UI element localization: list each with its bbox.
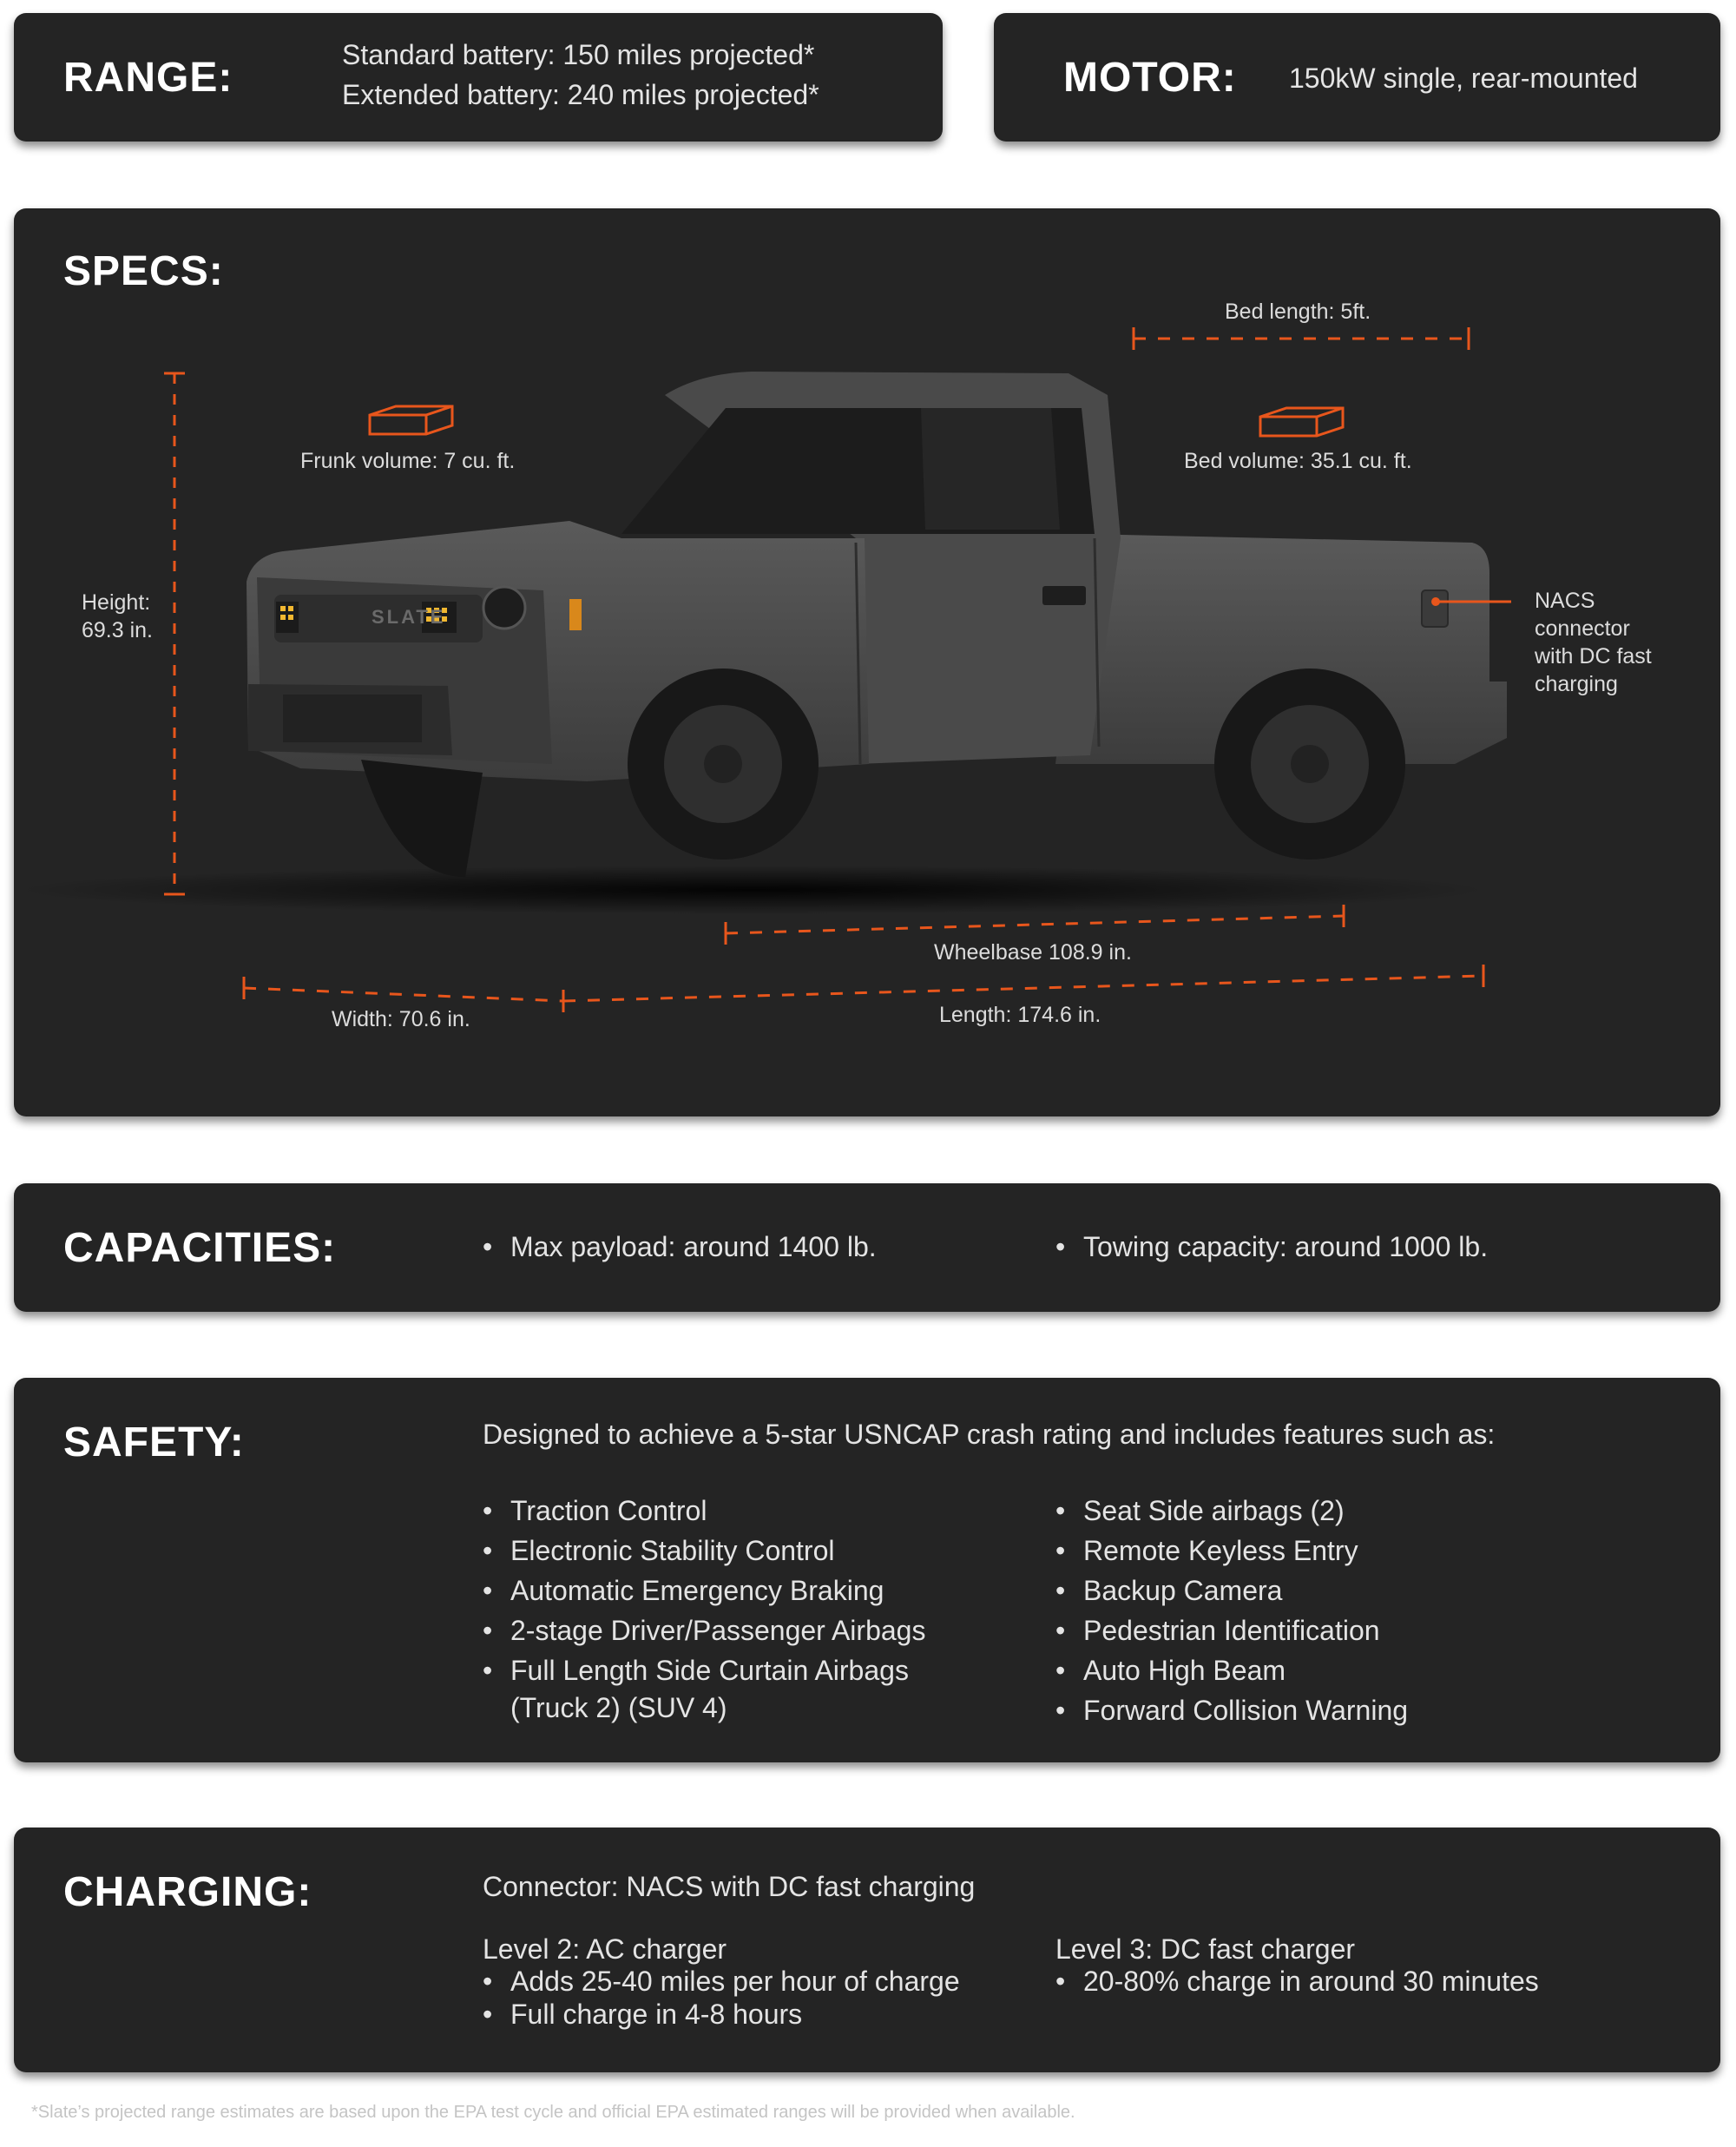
charging-level3-item: • 20-80% charge in around 30 minutes <box>1055 1965 1539 1998</box>
capacities-list-left <box>483 1227 877 1267</box>
capacity-payload: • Max payload: around 1400 lb. <box>483 1227 877 1267</box>
safety-item: • Forward Collision Warning <box>1055 1690 1408 1730</box>
charging-level3-list <box>1055 1965 1539 1998</box>
rear-wheel <box>1214 668 1405 859</box>
charging-level2-list <box>483 1965 960 2031</box>
charging-level2-item: • Adds 25-40 miles per hour of charge <box>483 1965 960 1998</box>
safety-item: • Remote Keyless Entry <box>1055 1531 1408 1571</box>
safety-list-right <box>1055 1491 1408 1730</box>
truck-diagram <box>14 208 1720 1116</box>
charging-connector: Connector: NACS with DC fast charging <box>483 1871 976 1902</box>
motor-card <box>994 13 1720 142</box>
safety-item: • 2-stage Driver/Passenger Airbags <box>483 1610 925 1650</box>
specs-heading: SPECS: <box>63 248 224 294</box>
charging-level2-item: • Full charge in 4-8 hours <box>483 1998 960 2031</box>
bed-volume-label: Bed volume: 35.1 cu. ft. <box>1184 449 1412 473</box>
frunk-volume-icon <box>370 406 452 434</box>
wheelbase-label: Wheelbase 108.9 in. <box>934 940 1132 965</box>
truck-image <box>247 372 1507 877</box>
capacities-list-right <box>1055 1227 1488 1267</box>
capacity-towing: • Towing capacity: around 1000 lb. <box>1055 1227 1488 1267</box>
range-heading: RANGE: <box>63 55 233 101</box>
ground-shadow <box>14 866 1489 914</box>
safety-item: • Seat Side airbags (2) <box>1055 1491 1408 1531</box>
capacities-heading: CAPACITIES: <box>63 1225 337 1271</box>
charging-level3-title: Level 3: DC fast charger <box>1055 1933 1356 1965</box>
safety-item: • Full Length Side Curtain Airbags <box>483 1650 925 1690</box>
nacs-line-3: with DC fast <box>1535 644 1652 668</box>
safety-card <box>14 1378 1720 1762</box>
nacs-line-2: connector <box>1535 616 1630 641</box>
truck-badge: SLATE <box>372 606 446 628</box>
safety-item: • Traction Control <box>483 1491 925 1531</box>
safety-item: • Auto High Beam <box>1055 1650 1408 1690</box>
height-label: Height: <box>82 590 151 615</box>
footnote: *Slate’s projected range estimates are based upon the EPA test cycle and official EPA estimated ranges will be provided when available. <box>31 2103 1075 2122</box>
safety-item: • Automatic Emergency Braking <box>483 1571 925 1610</box>
safety-heading: SAFETY: <box>63 1419 245 1465</box>
nacs-line-1: NACS <box>1535 589 1595 613</box>
front-wheel <box>628 668 819 859</box>
frunk-volume-label: Frunk volume: 7 cu. ft. <box>300 449 516 473</box>
charging-level2-title: Level 2: AC charger <box>483 1933 727 1965</box>
charging-card <box>14 1828 1720 2072</box>
safety-item: • Pedestrian Identification <box>1055 1610 1408 1650</box>
range-standard: Standard battery: 150 miles projected* <box>342 39 815 70</box>
motor-heading: MOTOR: <box>1063 55 1237 101</box>
bed-length-label: Bed length: 5ft. <box>1225 300 1371 324</box>
width-label: Width: 70.6 in. <box>332 1007 470 1031</box>
height-value: 69.3 in. <box>82 618 154 642</box>
range-extended: Extended battery: 240 miles projected* <box>342 79 819 110</box>
safety-item: • Electronic Stability Control <box>483 1531 925 1571</box>
charging-heading: CHARGING: <box>63 1869 312 1915</box>
motor-value: 150kW single, rear-mounted <box>1289 63 1638 94</box>
capacities-card <box>14 1183 1720 1312</box>
safety-item-continuation: (Truck 2) (SUV 4) <box>510 1692 727 1723</box>
length-label: Length: 174.6 in. <box>939 1003 1101 1027</box>
specs-card <box>14 208 1720 1116</box>
range-card <box>14 13 943 142</box>
safety-item: • Backup Camera <box>1055 1571 1408 1610</box>
bed-volume-icon <box>1260 408 1343 436</box>
safety-intro: Designed to achieve a 5-star USNCAP crash rating and includes features such as: <box>483 1419 1496 1450</box>
safety-list-left <box>483 1491 925 1690</box>
nacs-line-4: charging <box>1535 672 1618 696</box>
nacs-callout <box>1535 587 1652 698</box>
